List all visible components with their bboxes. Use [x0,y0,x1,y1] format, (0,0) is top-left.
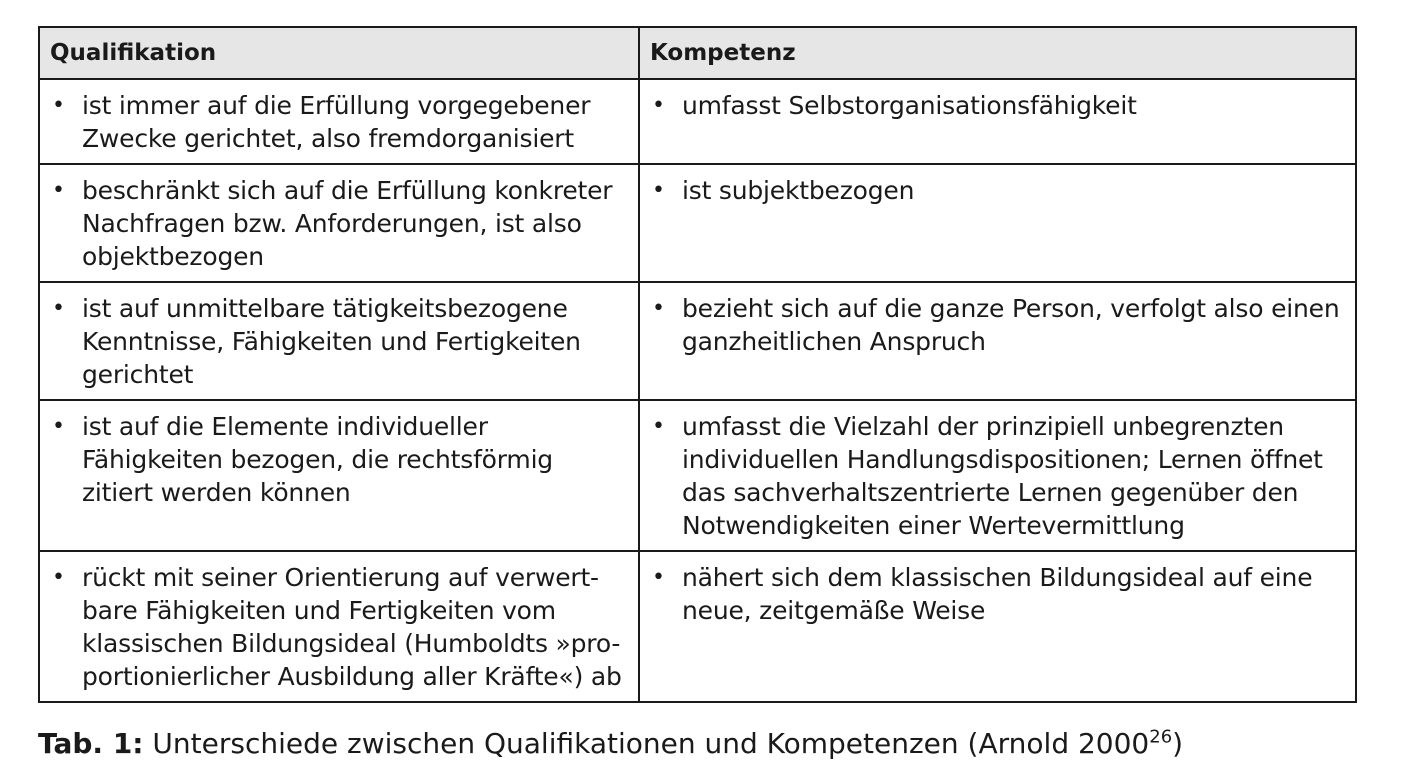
text-line: neue, zeitgemäße Weise [682,596,986,625]
text-line: Zwecke gerichtet, also fremdorganisiert [82,124,574,153]
text-line: rückt mit seiner Orientierung auf verwert- [82,563,599,592]
cell-qualifikation [39,164,639,282]
bullet-icon: • [52,296,65,321]
column-header-kompetenz: Kompetenz [639,27,1356,79]
text-line: umfasst Selbstorganisationsfähigkeit [682,91,1137,120]
table-row [39,400,1356,551]
bullet-item [52,174,626,273]
bullet-item [652,292,1343,358]
bullet-item [652,410,1343,542]
text-line: beschränkt sich auf die Erfüllung konkreter [82,176,613,205]
comparison-table [38,26,1357,703]
table-caption [38,726,1183,762]
cell-qualifikation [39,400,639,551]
text-line: Kenntnisse, Fähigkeiten und Fertigkeiten [82,327,581,356]
bullet-text [682,561,1343,627]
bullet-text [82,174,626,273]
bullet-text [682,292,1343,358]
caption-text: Unterschiede zwischen Qualifikationen und Kompetenzen (Arnold 2000 [143,727,1150,760]
text-line: bezieht sich auf die ganze Person, verfolgt also einen [682,294,1340,323]
bullet-icon: • [52,565,65,590]
bullet-icon: • [652,296,665,321]
bullet-text [82,292,626,391]
bullet-item [652,174,1343,207]
text-line: gerichtet [82,360,194,389]
text-line: objektbezogen [82,242,264,271]
cell-kompetenz [639,79,1356,164]
text-line: ist immer auf die Erfüllung vorgegebener [82,91,591,120]
bullet-item [52,292,626,391]
column-header-qualifikation: Qualifikation [39,27,639,79]
caption-label: Tab. 1: [38,727,144,760]
caption-suffix: ) [1172,727,1184,760]
bullet-item [52,89,626,155]
bullet-text [682,174,1343,207]
bullet-text [82,561,626,693]
bullet-text [82,89,626,155]
bullet-icon: • [652,93,665,118]
bullet-icon: • [52,178,65,203]
bullet-item [652,561,1343,627]
cell-qualifikation [39,282,639,400]
cell-kompetenz [639,282,1356,400]
text-line: umfasst die Vielzahl der prinzipiell unbegrenzten [682,412,1284,441]
bullet-icon: • [652,414,665,439]
bullet-text [682,89,1343,122]
bullet-item [52,561,626,693]
text-line: bare Fähigkeiten und Fertigkeiten vom [82,596,556,625]
table-header-row [39,27,1356,79]
text-line: nähert sich dem klassischen Bildungsideal auf eine [682,563,1313,592]
bullet-item [652,89,1343,122]
text-line: das sachverhaltszentrierte Lernen gegenüber den [682,478,1299,507]
bullet-text [82,410,626,509]
bullet-item [52,410,626,509]
text-line: portionierlicher Ausbildung aller Kräfte«) ab [82,662,622,691]
cell-qualifikation [39,79,639,164]
text-line: zitiert werden können [82,478,351,507]
text-line: ganzheitlichen Anspruch [682,327,986,356]
text-line: Notwendigkeiten einer Wertevermittlung [682,511,1185,540]
text-line: klassischen Bildungsideal (Humboldts »pro- [82,629,621,658]
table-row [39,282,1356,400]
text-line: ist subjektbezogen [682,176,915,205]
cell-kompetenz [639,164,1356,282]
text-line: Nachfragen bzw. Anforderungen, ist also [82,209,582,238]
bullet-text [682,410,1343,542]
caption-footnote: 26 [1149,726,1173,748]
text-line: Fähigkeiten bezogen, die rechtsförmig [82,445,553,474]
text-line: ist auf unmittelbare tätigkeitsbezogene [82,294,568,323]
text-line: ist auf die Elemente individueller [82,412,488,441]
text-line: individuellen Handlungsdispositionen; Lernen öffnet [682,445,1323,474]
table-row [39,551,1356,702]
cell-qualifikation [39,551,639,702]
cell-kompetenz [639,400,1356,551]
bullet-icon: • [52,414,65,439]
bullet-icon: • [652,565,665,590]
table-row [39,164,1356,282]
cell-kompetenz [639,551,1356,702]
bullet-icon: • [52,93,65,118]
bullet-icon: • [652,178,665,203]
table-row [39,79,1356,164]
